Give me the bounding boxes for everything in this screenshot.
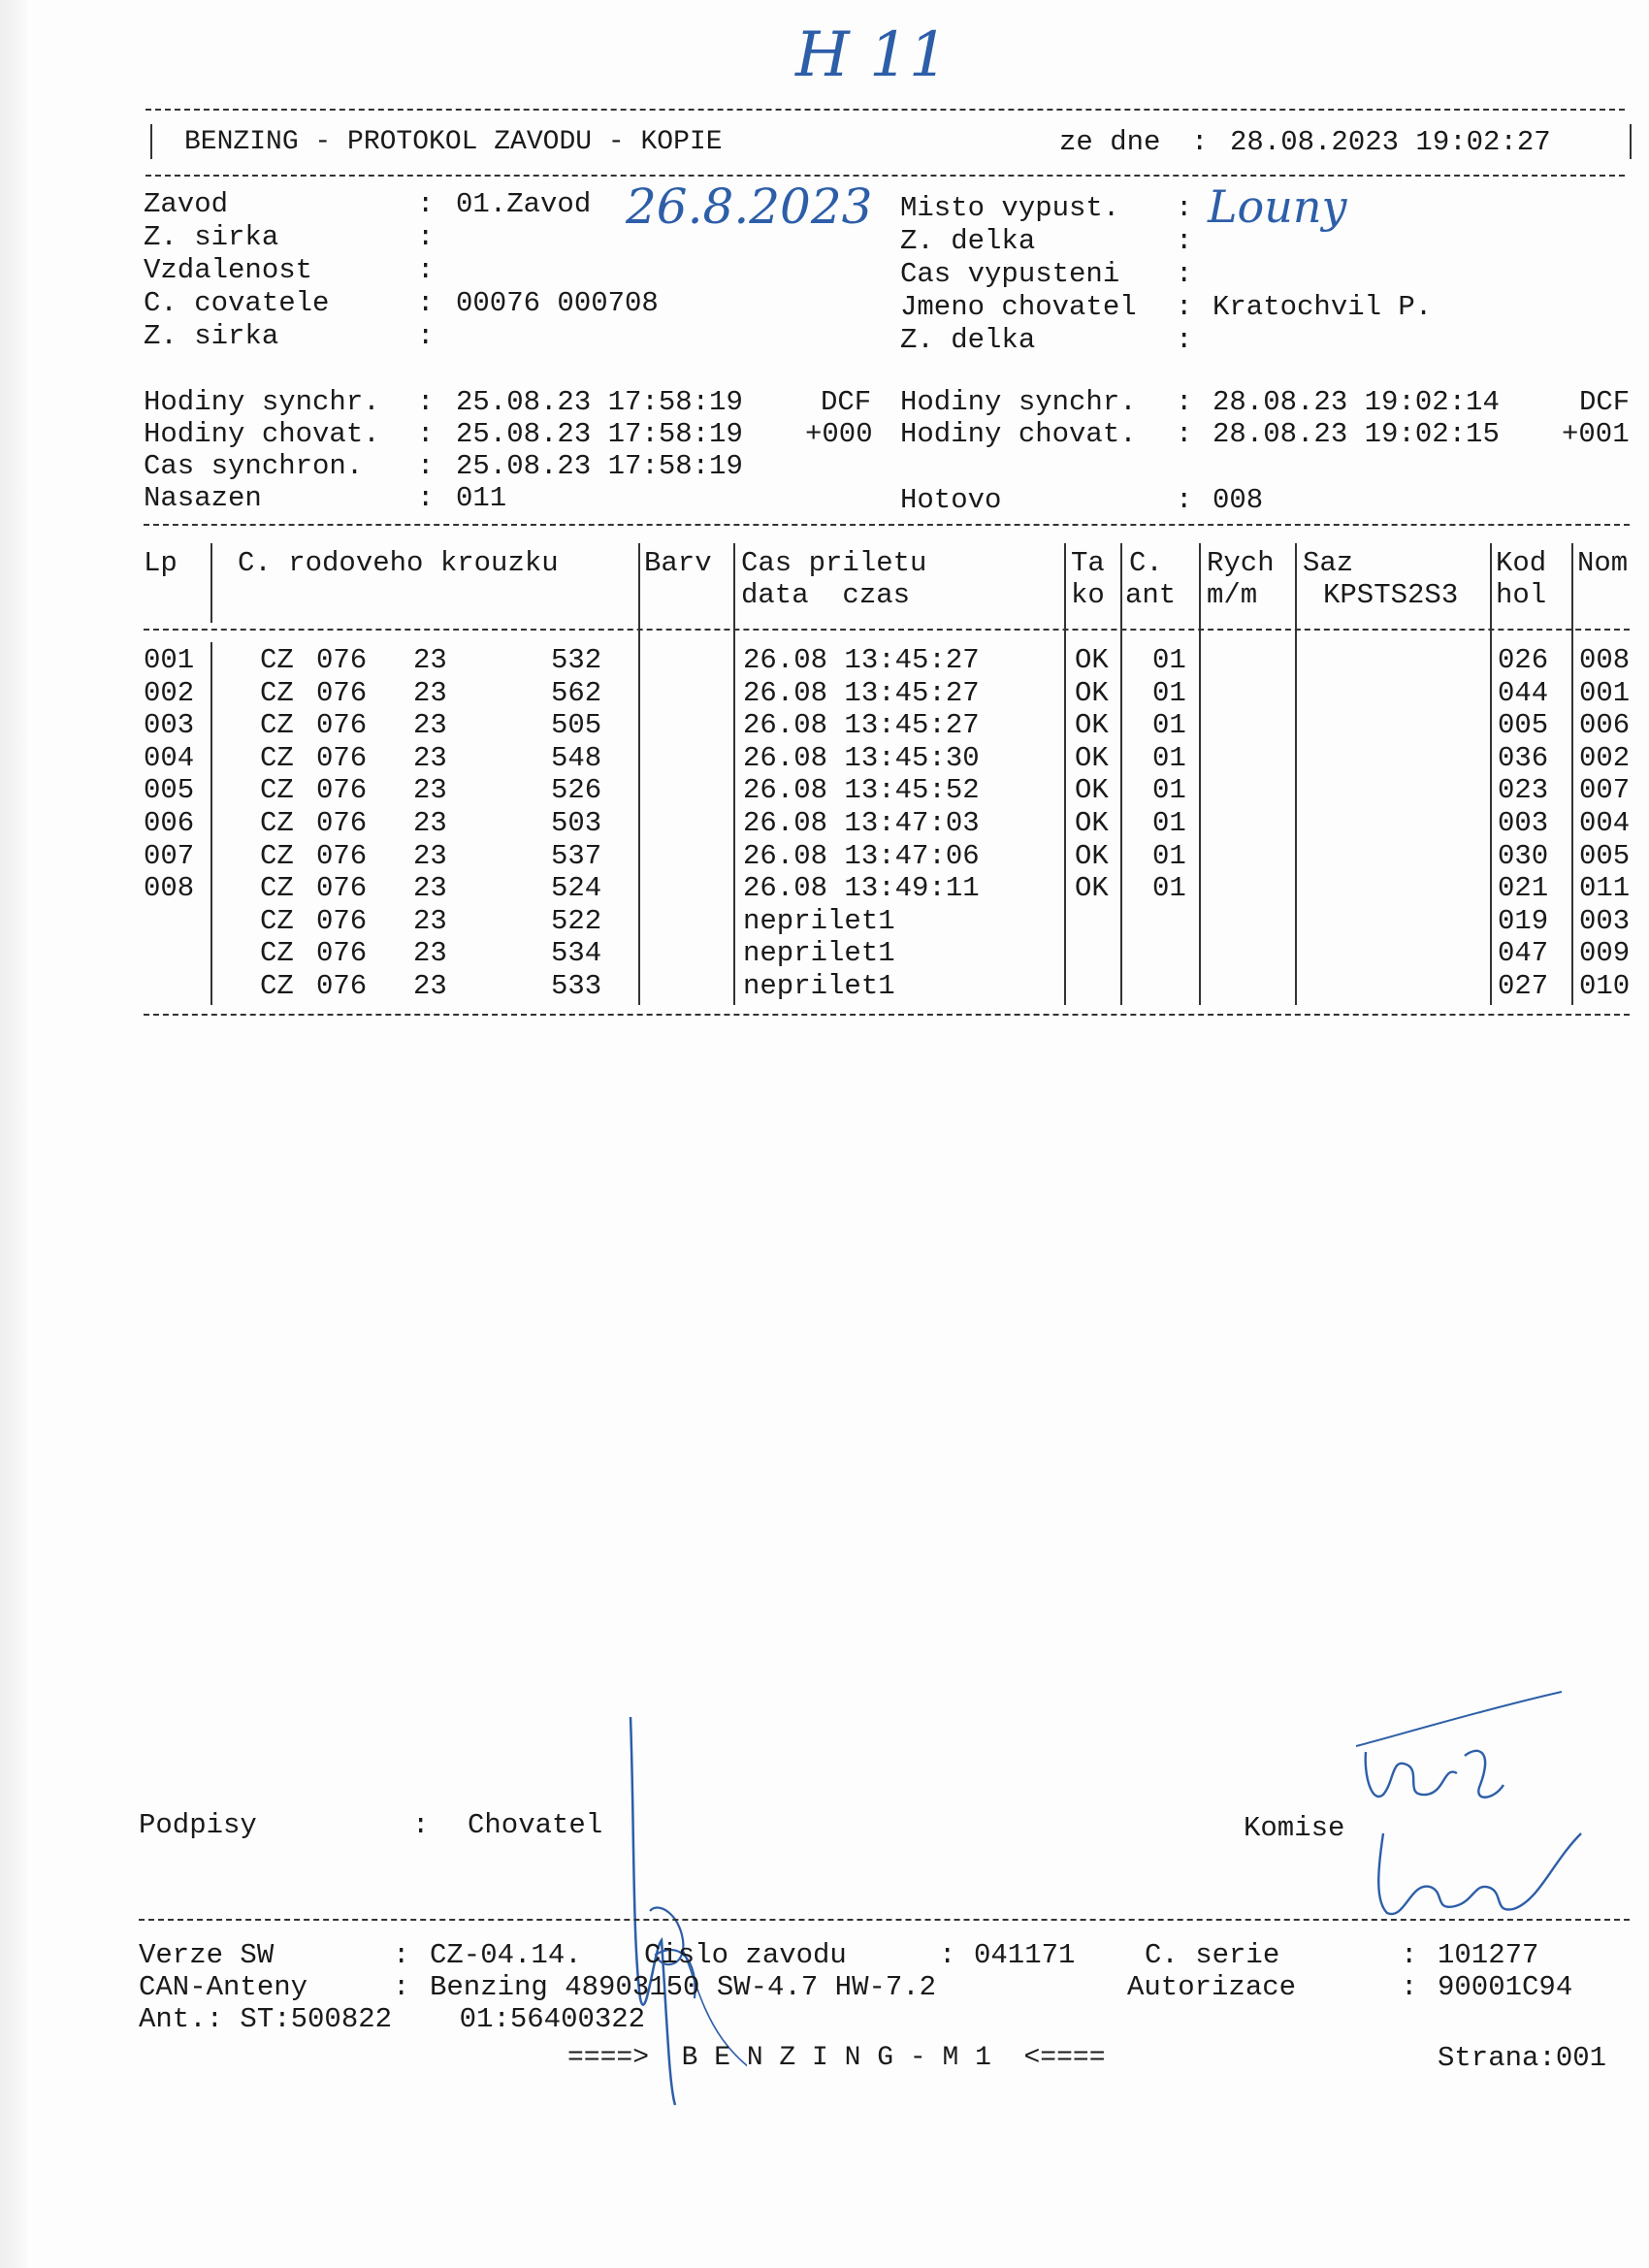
info-label: Z. delka xyxy=(900,324,1036,356)
cell-arrival-time: 26.08 13:45:30 xyxy=(743,741,980,774)
clock-value: 28.08.23 19:02:15 xyxy=(1212,418,1500,450)
info-colon: : xyxy=(417,287,435,319)
antenna-value: Benzing 48903150 SW-4.7 HW-7.2 xyxy=(430,1971,937,2003)
race-number-colon: : xyxy=(939,1939,956,1971)
cell-ring-org: 076 xyxy=(316,872,368,905)
cell-arrival-time: neprilet1 xyxy=(743,904,895,937)
column-separator xyxy=(1571,543,1573,1005)
cell-ring-number: 522 xyxy=(551,904,602,937)
info-label: Z. sirka xyxy=(144,320,279,352)
col-header-speed: Rych xyxy=(1207,547,1275,579)
cell-ring-number: 532 xyxy=(551,644,602,676)
cell-ring-country: CZ xyxy=(260,970,294,1002)
info-colon: : xyxy=(417,254,435,286)
col-header-ant-sub: ant xyxy=(1125,579,1177,611)
cell-ring-org: 076 xyxy=(316,904,368,937)
info-label: Jmeno chovatel xyxy=(900,291,1137,323)
cell-ring-country: CZ xyxy=(260,904,294,937)
clock-colon: : xyxy=(1176,484,1193,516)
handwritten-race-date: 26.8.2023 xyxy=(626,178,873,235)
breeder-label: Chovatel xyxy=(468,1809,603,1841)
cell-ring-year: 23 xyxy=(413,872,447,905)
col-header-barv: Barv xyxy=(644,547,712,579)
cell-position: 006 xyxy=(144,807,195,839)
sw-version-colon: : xyxy=(393,1939,410,1971)
cell-status: OK xyxy=(1075,839,1109,872)
clock-label: Hotovo xyxy=(900,484,1002,516)
cell-ring-org: 076 xyxy=(316,970,368,1002)
cell-position: 003 xyxy=(144,709,195,742)
cell-ring-org: 076 xyxy=(316,774,368,807)
cell-arrival-time: 26.08 13:47:03 xyxy=(743,807,980,839)
column-separator xyxy=(1490,543,1492,1005)
cell-ring-country: CZ xyxy=(260,676,294,709)
column-separator xyxy=(733,543,735,1005)
cell-arrival-time: neprilet1 xyxy=(743,970,895,1002)
clock-value: 25.08.23 17:58:19 xyxy=(456,450,743,482)
device-brand-line: ====> B E N Z I N G - M 1 <==== xyxy=(567,2043,1106,2073)
col-header-ring: C. rodoveho krouzku xyxy=(238,547,559,579)
info-value: 01.Zavod xyxy=(456,188,592,220)
cell-code: 003 xyxy=(1498,807,1549,839)
info-colon: : xyxy=(417,188,435,220)
info-label: C. covatele xyxy=(144,287,330,319)
clock-label: Hodiny synchr. xyxy=(144,386,380,418)
cell-position: 007 xyxy=(144,839,195,872)
cell-status: OK xyxy=(1075,807,1109,839)
cell-nom: 006 xyxy=(1579,709,1630,742)
cell-status: OK xyxy=(1075,774,1109,807)
antenna-label: CAN-Anteny xyxy=(139,1971,308,2003)
antenna-colon: : xyxy=(393,1971,410,2003)
cell-arrival-time: 26.08 13:45:52 xyxy=(743,774,980,807)
clock-suffix: +001 xyxy=(1562,418,1630,450)
column-separator xyxy=(1199,543,1201,1005)
table-bottom-rule xyxy=(144,1014,1630,1016)
clock-label: Hodiny chovat. xyxy=(144,418,380,450)
signatures-colon: : xyxy=(412,1809,430,1841)
info-colon: : xyxy=(1176,291,1193,323)
cell-antenna: 01 xyxy=(1152,774,1186,807)
header-right-border xyxy=(1630,124,1632,159)
cell-antenna: 01 xyxy=(1152,709,1186,742)
cell-ring-org: 076 xyxy=(316,937,368,970)
cell-ring-country: CZ xyxy=(260,872,294,905)
handwritten-sheet-mark: H 11 xyxy=(795,19,949,91)
col-header-arrival: Cas priletu xyxy=(741,547,927,579)
clock-suffix: +000 xyxy=(805,418,873,450)
cell-nom: 002 xyxy=(1579,741,1630,774)
cell-position: 001 xyxy=(144,644,195,676)
cell-ring-country: CZ xyxy=(260,741,294,774)
cell-antenna: 01 xyxy=(1152,839,1186,872)
cell-code: 030 xyxy=(1498,839,1549,872)
cell-ring-number: 505 xyxy=(551,709,602,742)
clock-value: 25.08.23 17:58:19 xyxy=(456,386,743,418)
cell-code: 021 xyxy=(1498,872,1549,905)
info-label: Cas vypusteni xyxy=(900,258,1120,290)
cell-ring-country: CZ xyxy=(260,839,294,872)
cell-ring-org: 076 xyxy=(316,741,368,774)
cell-ring-number: 524 xyxy=(551,872,602,905)
sw-version-label: Verze SW xyxy=(139,1939,275,1971)
cell-ring-country: CZ xyxy=(260,644,294,676)
cell-ring-org: 076 xyxy=(316,839,368,872)
cell-code: 023 xyxy=(1498,774,1549,807)
clock-value: 011 xyxy=(456,482,507,514)
commission-signature xyxy=(1348,1688,1600,1930)
clock-suffix: DCF xyxy=(821,386,872,418)
cell-ring-country: CZ xyxy=(260,937,294,970)
cell-ring-year: 23 xyxy=(413,904,447,937)
commission-label: Komise xyxy=(1244,1812,1345,1844)
cell-status: OK xyxy=(1075,741,1109,774)
info-label: Z. delka xyxy=(900,225,1036,257)
authorization-value: 90001C94 xyxy=(1438,1971,1573,2003)
cell-nom: 003 xyxy=(1579,904,1630,937)
antenna-ids: Ant.: ST:500822 01:56400322 xyxy=(139,2003,646,2035)
cell-nom: 008 xyxy=(1579,644,1630,676)
cell-code: 036 xyxy=(1498,741,1549,774)
scan-edge-shadow xyxy=(0,0,27,2268)
cell-ring-year: 23 xyxy=(413,774,447,807)
cell-code: 044 xyxy=(1498,676,1549,709)
col-header-saz: Saz xyxy=(1303,547,1354,579)
cell-code: 027 xyxy=(1498,970,1549,1002)
column-separator xyxy=(1295,543,1297,1005)
info-colon: : xyxy=(1176,192,1193,224)
cell-antenna: 01 xyxy=(1152,807,1186,839)
info-value: Kratochvil P. xyxy=(1212,291,1433,323)
handwritten-release-place: Louny xyxy=(1208,180,1347,233)
cell-status: OK xyxy=(1075,709,1109,742)
col-header-kod: Kod xyxy=(1496,547,1547,579)
report-date-value: 28.08.2023 19:02:27 xyxy=(1230,126,1551,158)
col-header-lp: Lp xyxy=(144,547,178,579)
cell-antenna: 01 xyxy=(1152,741,1186,774)
cell-nom: 010 xyxy=(1579,970,1630,1002)
sw-version-value: CZ-04.14. xyxy=(430,1939,582,1971)
col-header-speed-sub: m/m xyxy=(1207,579,1258,611)
cell-arrival-time: 26.08 13:45:27 xyxy=(743,676,980,709)
col-header-ant: C. xyxy=(1129,547,1163,579)
cell-antenna: 01 xyxy=(1152,676,1186,709)
cell-arrival-time: 26.08 13:49:11 xyxy=(743,872,980,905)
cell-ring-org: 076 xyxy=(316,709,368,742)
info-colon: : xyxy=(1176,225,1193,257)
cell-code: 047 xyxy=(1498,937,1549,970)
cell-antenna: 01 xyxy=(1152,644,1186,676)
column-separator xyxy=(638,543,640,1005)
col-header-nom: Nom xyxy=(1577,547,1629,579)
column-separator xyxy=(1064,543,1066,1005)
col-header-saz-sub: KPSTS2S3 xyxy=(1323,579,1459,611)
cell-ring-org: 076 xyxy=(316,676,368,709)
signatures-label: Podpisy xyxy=(139,1809,257,1841)
cell-nom: 011 xyxy=(1579,872,1630,905)
authorization-colon: : xyxy=(1401,1971,1418,2003)
clock-colon: : xyxy=(1176,418,1193,450)
authorization-label: Autorizace xyxy=(1127,1971,1297,2003)
report-date-label: ze dne xyxy=(1059,126,1161,158)
col-header-arrival-sub: data czas xyxy=(741,579,911,611)
cell-code: 019 xyxy=(1498,904,1549,937)
cell-arrival-time: neprilet1 xyxy=(743,937,895,970)
cell-code: 026 xyxy=(1498,644,1549,676)
info-label: Z. sirka xyxy=(144,221,279,253)
cell-ring-number: 534 xyxy=(551,937,602,970)
info-label: Vzdalenost xyxy=(144,254,313,286)
serial-label: C. serie xyxy=(1145,1939,1280,1971)
cell-ring-year: 23 xyxy=(413,676,447,709)
clock-value: 25.08.23 17:58:19 xyxy=(456,418,743,450)
clock-colon: : xyxy=(417,482,435,514)
column-separator xyxy=(210,642,212,1005)
info-label: Misto vypust. xyxy=(900,192,1120,224)
cell-ring-number: 548 xyxy=(551,741,602,774)
cell-nom: 007 xyxy=(1579,774,1630,807)
cell-ring-country: CZ xyxy=(260,807,294,839)
cell-position: 002 xyxy=(144,676,195,709)
cell-ring-year: 23 xyxy=(413,839,447,872)
cell-nom: 005 xyxy=(1579,839,1630,872)
cell-ring-year: 23 xyxy=(413,644,447,676)
clock-value: 28.08.23 19:02:14 xyxy=(1212,386,1500,418)
cell-arrival-time: 26.08 13:47:06 xyxy=(743,839,980,872)
info-colon: : xyxy=(417,320,435,352)
race-number-label: Cislo zavodu xyxy=(644,1939,847,1971)
cell-ring-number: 503 xyxy=(551,807,602,839)
cell-ring-org: 076 xyxy=(316,807,368,839)
cell-code: 005 xyxy=(1498,709,1549,742)
cell-ring-year: 23 xyxy=(413,709,447,742)
cell-ring-number: 537 xyxy=(551,839,602,872)
clock-label: Hodiny chovat. xyxy=(900,418,1137,450)
header-bottom-rule xyxy=(146,175,1625,177)
info-label: Zavod xyxy=(144,188,229,220)
info-colon: : xyxy=(417,221,435,253)
page-number: Strana:001 xyxy=(1438,2042,1607,2074)
cell-ring-number: 562 xyxy=(551,676,602,709)
table-top-rule xyxy=(144,524,1630,526)
clock-label: Hodiny synchr. xyxy=(900,386,1137,418)
cell-arrival-time: 26.08 13:45:27 xyxy=(743,644,980,676)
cell-ring-number: 533 xyxy=(551,970,602,1002)
cell-status: OK xyxy=(1075,644,1109,676)
cell-nom: 001 xyxy=(1579,676,1630,709)
report-date-colon: : xyxy=(1191,126,1209,158)
cell-ring-year: 23 xyxy=(413,970,447,1002)
serial-colon: : xyxy=(1401,1939,1418,1971)
cell-status: OK xyxy=(1075,872,1109,905)
cell-ring-country: CZ xyxy=(260,709,294,742)
cell-nom: 009 xyxy=(1579,937,1630,970)
cell-nom: 004 xyxy=(1579,807,1630,839)
cell-status: OK xyxy=(1075,676,1109,709)
info-colon: : xyxy=(1176,324,1193,356)
table-header-rule xyxy=(144,629,1630,631)
report-title: BENZING - PROTOKOL ZAVODU - KOPIE xyxy=(184,127,723,157)
clock-label: Nasazen xyxy=(144,482,262,514)
cell-position: 005 xyxy=(144,774,195,807)
info-colon: : xyxy=(1176,258,1193,290)
cell-position: 004 xyxy=(144,741,195,774)
cell-ring-year: 23 xyxy=(413,937,447,970)
clock-colon: : xyxy=(1176,386,1193,418)
cell-ring-country: CZ xyxy=(260,774,294,807)
header-top-rule xyxy=(146,109,1625,111)
clock-suffix: DCF xyxy=(1579,386,1631,418)
clock-colon: : xyxy=(417,418,435,450)
info-value: 00076 000708 xyxy=(456,287,659,319)
column-separator xyxy=(1120,543,1122,1005)
col-header-tako-sub: ko xyxy=(1071,579,1105,611)
cell-ring-year: 23 xyxy=(413,741,447,774)
cell-ring-year: 23 xyxy=(413,807,447,839)
cell-antenna: 01 xyxy=(1152,872,1186,905)
clock-colon: : xyxy=(417,450,435,482)
col-header-tako: Ta xyxy=(1071,547,1105,579)
cell-ring-org: 076 xyxy=(316,644,368,676)
cell-position: 008 xyxy=(144,872,195,905)
clock-label: Cas synchron. xyxy=(144,450,364,482)
col-header-kod-sub: hol xyxy=(1496,579,1547,611)
cell-arrival-time: 26.08 13:45:27 xyxy=(743,709,980,742)
serial-value: 101277 xyxy=(1438,1939,1539,1971)
signature-divider xyxy=(139,1919,1630,1921)
cell-ring-number: 526 xyxy=(551,774,602,807)
header-left-border xyxy=(150,124,152,159)
race-number-value: 041171 xyxy=(974,1939,1076,1971)
clock-value: 008 xyxy=(1212,484,1264,516)
column-separator xyxy=(210,543,212,623)
clock-colon: : xyxy=(417,386,435,418)
